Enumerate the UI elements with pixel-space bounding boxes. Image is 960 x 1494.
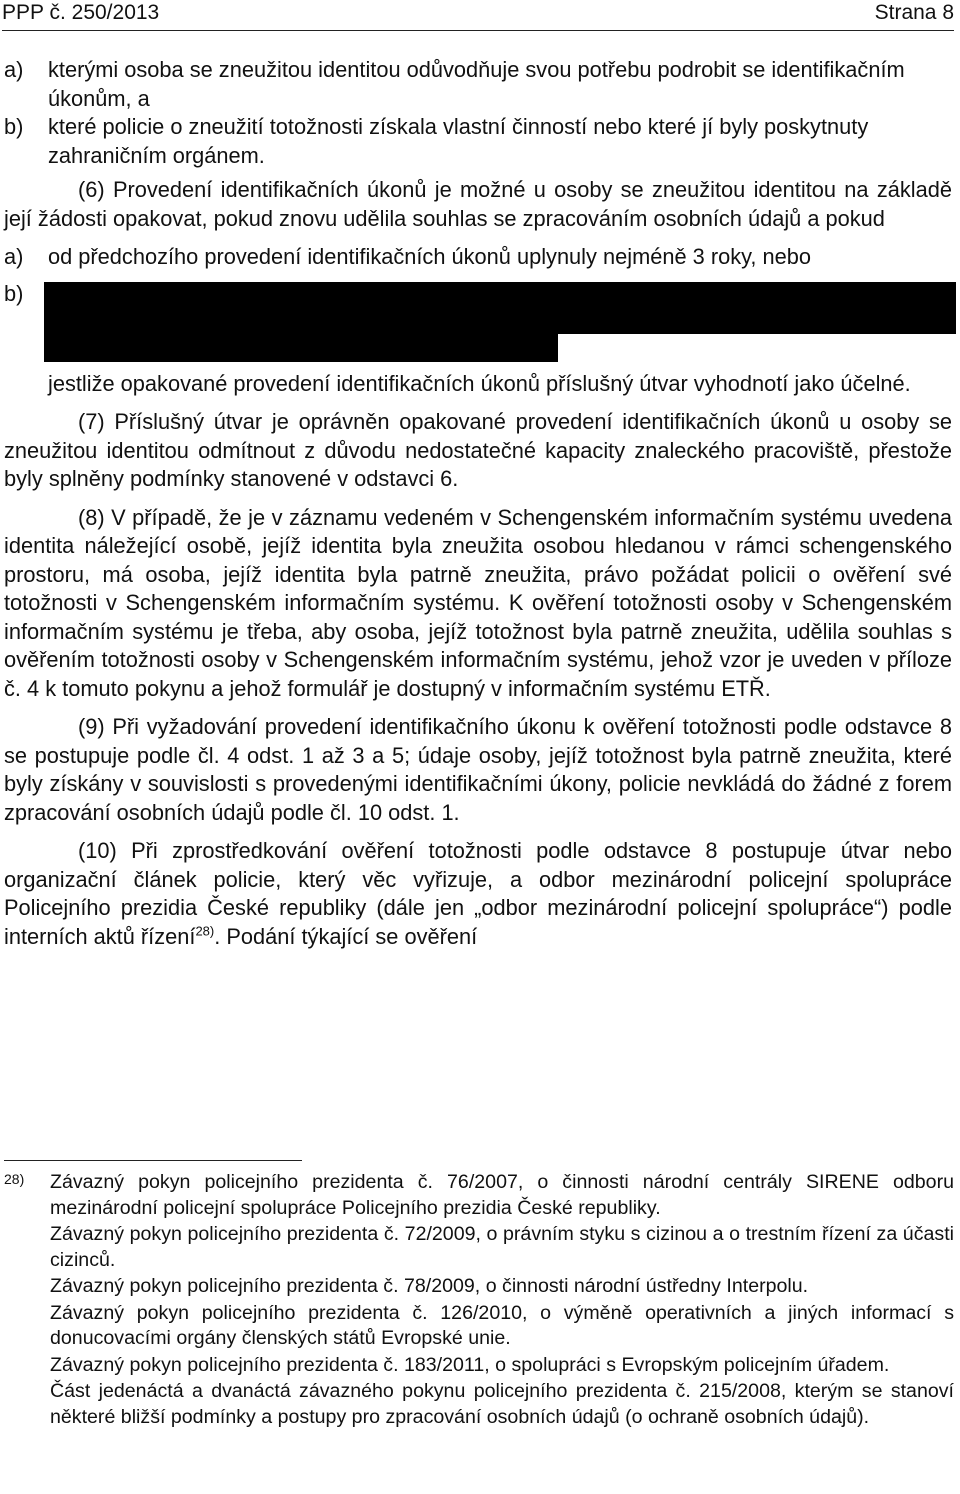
paragraph-10-text: (10) Při zprostředkování ověření totožnosti podle odstavce 8 postupuje útvar nebo organizační článek policie, který věc vyřizuje, a odbor mezinárodní policejní spolupráce Policejního prezidia České republiky (dále jen „odbor mezinárodní policejní spolupráce“) podle interních aktů řízení (4, 838, 952, 949)
page-number: Strana 8 (874, 1, 954, 24)
paragraph-6-item-b (4, 278, 952, 370)
footnote-entry: Závazný pokyn policejního prezidenta č. 78/2009, o činnosti národní ústředny Interpolu. (50, 1275, 809, 1297)
list-item-text: které policie o zneužití totožnosti získala vlastní činností nebo které jí byly poskytnuty zahraničním orgánem. (48, 114, 869, 168)
redaction-block (44, 330, 558, 362)
header-divider (2, 30, 954, 31)
list-marker: b) (4, 114, 24, 139)
footnote-entry: Závazný pokyn policejního prezidenta č. 183/2011, o spolupráci s Evropským policejním úřadem. (50, 1353, 890, 1376)
list-marker: a) (4, 57, 24, 82)
footnote-entry: Závazný pokyn policejního prezidenta č. 126/2010, o výměně operativních a jiných informací s donucovacími orgány členských států Evropské unie. (50, 1301, 954, 1349)
footnote-list (4, 1170, 954, 1430)
footnote-marker: 28) (4, 1171, 25, 1187)
list-item-a (4, 56, 952, 113)
redaction-block (44, 282, 956, 334)
footnote-entry: Závazný pokyn policejního prezidenta č. 72/2009, o právním styku s cizinou a o trestním řízení za účasti cizinců. (50, 1223, 954, 1271)
document-body (4, 56, 952, 951)
document-id: PPP č. 250/2013 (2, 1, 160, 24)
footnotes (4, 1170, 954, 1431)
paragraph-9: (9) Při vyžadování provedení identifikačního úkonu k ověření totožnosti podle odstavce 8 se postupuje podle čl. 4 odst. 1 až 3 a 5; údaje osoby, jejíž totožnost byla patrně zneužita, které byly získány v souvislosti s provedenými identifikačními úkony, policie nevkládá do žádné z forem zpracování osobních údajů podle čl. 10 odst. 1. (4, 714, 952, 825)
list-item-b (4, 113, 952, 170)
footnote-entry: Závazný pokyn policejního prezidenta č. 76/2007, o činnosti národní centrály SIRENE odboru mezinárodní policejní spolupráce Policejního prezidia České republiky. (50, 1171, 954, 1219)
list-marker: b) (4, 280, 24, 306)
paragraph-7: (7) Příslušný útvar je oprávněn opakované provedení identifikačních úkonů u osoby se zneužitou identitou odmítnout z důvodu nedostatečné kapacity znaleckého pracoviště, přestože byly splněny podmínky stanovené v odstavci 6. (4, 409, 952, 491)
page-header (2, 0, 954, 30)
footnote-entry: Část jedenáctá a dvanáctá závazného pokynu policejního prezidenta č. 215/2008, kterým se stanoví některé bližší podmínky a postupy pro zpracování osobních údajů (o ochraně osobních údajů). (50, 1380, 954, 1428)
paragraph-10 (4, 837, 952, 951)
paragraph-8: (8) V případě, že je v záznamu vedeném v Schengenském informačním systému uvedena identita náležející osobě, jejíž identita byla zneužita osobou hledanou v rámci schengenského prostoru, má osoba, jejíž identita byla patrně zneužita, právo požádat policii o ověření své totožnosti v Schengenském informačním systému. K ověření totožnosti osoby v Schengenském informačním systému je třeba, aby osoba, jejíž totožnost byla patrně zneužita, udělila souhlas s ověřením totožnosti osoby v Schengenském informačním systému, jehož vzor je uveden v příloze č. 4 k tomuto pokynu a jehož formulář je dostupný v informačním systému ETŘ. (4, 504, 952, 701)
paragraph-6-conclusion: jestliže opakované provedení identifikačních úkonů příslušný útvar vyhodnotí jako účelné. (48, 370, 911, 396)
paragraph-6: (6) Provedení identifikačních úkonů je možné u osoby se zneužitou identitou na základě její žádosti opakovat, pokud znovu udělila souhlas se zpracováním osobních údajů a pokud (4, 177, 952, 231)
footnote-reference[interactable]: 28) (195, 923, 215, 939)
list-item-text: kterými osoba se zneužitou identitou odůvodňuje svou potřebu podrobit se identifikačním úkonům, a (48, 57, 905, 111)
list-marker: a) (4, 244, 24, 269)
paragraph-6-item-a (4, 243, 952, 272)
footnote-divider (4, 1160, 302, 1161)
paragraph-10-continuation: . Podání týkající se ověření (214, 923, 478, 949)
list-item-text: od předchozího provedení identifikačních úkonů uplynuly nejméně 3 roky, nebo (48, 244, 811, 269)
